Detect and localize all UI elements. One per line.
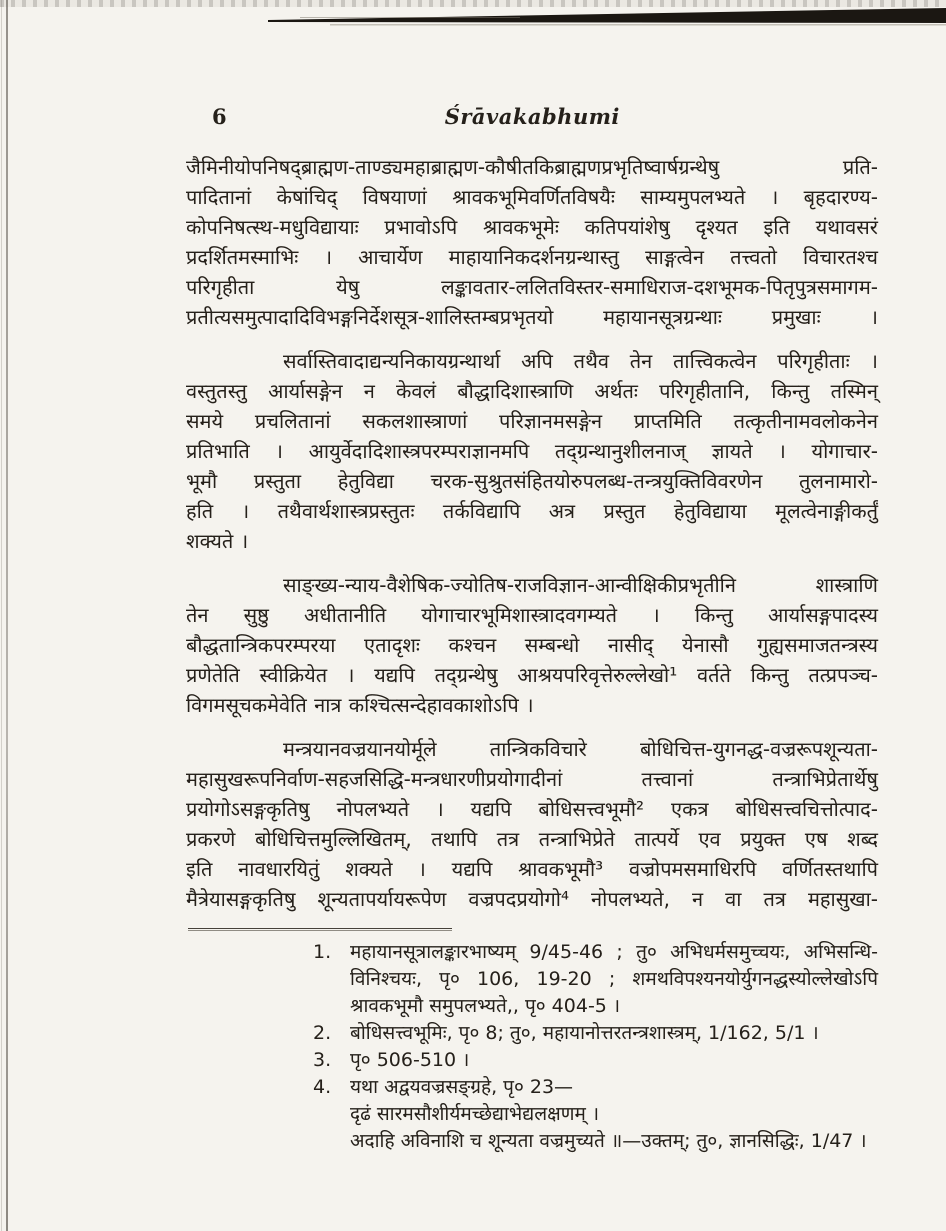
footnote-line: यथा अद्वयवज्रसङ्ग्रहे, पृ० 23— — [350, 1076, 574, 1098]
text-line: मैत्रेयासङ्गकृतिषु शून्यतापर्यायरूपेण वज्रपदप्रयोगो⁴ नोपलभ्यते, न वा तत्र महासुखा- — [186, 887, 878, 911]
text-line: प्रणेतेति स्वीक्रियेत । यद्यपि तद्ग्रन्थेषु आश्रयपरिवृत्तेरुल्लेखो¹ वर्तते किन्तु तत्प्रपञ्च- — [186, 663, 878, 687]
footnote-text — [350, 1047, 878, 1074]
text-line: मन्त्रयानवज्रयानयोर्मूले तान्त्रिकविचारे बोधिचित्त-युगनद्ध-वज्ररूपशून्यता- — [283, 737, 878, 761]
footnote-line: महायानसूत्रालङ्कारभाष्यम् 9/45-46 ; तु० अभिधर्मसमुच्चयः, अभिसन्धि- — [350, 941, 878, 963]
footnote-text — [350, 1074, 878, 1155]
scan-left-edge-line — [6, 0, 8, 1231]
text-line: पादितानां केषांचिद् विषयाणां श्रावकभूमिवर्णितविषयैः साम्यमुपलभ्यते । बृहदारण्य- — [186, 185, 878, 209]
footnote-number: 1. — [313, 941, 332, 963]
text-line: बौद्धतान्त्रिकपरम्परया एतादृशः कश्चन सम्बन्धो नासीद् येनासौ गुह्यसमाजतन्त्रस्य — [186, 633, 878, 657]
text-line: विगमसूचकमेवेति नात्र कश्चित्सन्देहावकाशोऽपि । — [186, 693, 534, 717]
text-line: परिगृहीता येषु लङ्कावतार-ललितविस्तर-समाधिराज-दशभूमक-पितृपुत्रसमागम- — [186, 275, 878, 299]
page-content — [186, 104, 878, 1155]
scan-left-edge-line-faint — [1, 0, 2, 1231]
paragraph-4 — [186, 734, 878, 914]
footnote-separator-rule — [188, 928, 452, 931]
scan-top-edge-line — [0, 0, 946, 34]
footnote-3 — [313, 1047, 878, 1074]
text-line: प्रयोगोऽसङ्गकृतिषु नोपलभ्यते । यद्यपि बोधिसत्त्वभूमौ² एकत्र बोधिसत्त्वचित्तोत्पाद- — [186, 797, 878, 821]
footnote-text — [350, 1020, 878, 1047]
page-number: 6 — [212, 104, 227, 129]
text-line: भूमौ प्रस्तुता हेतुविद्या चरक-सुश्रुतसंहितयोरुपलब्ध-तन्त्रयुक्तिविवरणेन तुलनामारो- — [186, 469, 878, 493]
text-line: शक्यते । — [186, 529, 249, 553]
footnote-number: 2. — [313, 1022, 332, 1044]
footnote-verse-line: अदाहि अविनाशि च शून्यता वज्रमुच्यते ॥—उक्तम्; तु०, ज्ञानसिद्धिः, 1/47 । — [350, 1130, 867, 1152]
text-line: सर्वास्तिवादाद्यन्यनिकायग्रन्थार्था अपि तथैव तेन तात्त्विकत्वेन परिगृहीताः । — [283, 349, 878, 373]
footnote-text — [350, 939, 878, 1020]
text-line: वस्तुतस्तु आर्यासङ्गेन न केवलं बौद्धादिशास्त्राणि अर्थतः परिगृहीतानि, किन्तु तस्मिन् — [186, 379, 878, 403]
text-line: समये प्रचलितानां सकलशास्त्राणां परिज्ञानमसङ्गेन प्राप्तमिति तत्कृतीनामवलोकनेन — [186, 409, 878, 433]
footnote-1 — [313, 939, 878, 1020]
footnote-line: श्रावकभूमौ समुपलभ्यते,, पृ० 404-5 । — [350, 995, 621, 1017]
footnotes-block — [313, 939, 878, 1155]
footnote-2 — [313, 1020, 878, 1047]
footnote-number: 3. — [313, 1049, 332, 1071]
text-line: जैमिनीयोपनिषद्ब्राह्मण-ताण्ड्यमहाब्राह्मण-कौषीतकिब्राह्मणप्रभृतिष्वार्षग्रन्थेषु प्रति- — [186, 155, 878, 179]
footnote-line: पृ० 506-510 । — [350, 1049, 470, 1071]
text-line: प्रकरणे बोधिचित्तमुल्लिखितम्, तथापि तत्र तन्त्राभिप्रेते तात्पर्ये एव प्रयुक्त एष शब्द — [186, 827, 878, 851]
footnote-number: 4. — [313, 1076, 332, 1098]
paragraph-2 — [186, 346, 878, 556]
text-line: इति नावधारयितुं शक्यते । यद्यपि श्रावकभूमौ³ वज्रोपमसमाधिरपि वर्णितस्तथापि — [186, 857, 878, 881]
paragraph-3 — [186, 570, 878, 720]
footnote-line: बोधिसत्त्वभूमिः, पृ० 8; तु०, महायानोत्तरतन्त्रशास्त्रम्, 1/162, 5/1 । — [350, 1022, 819, 1044]
paragraph-1 — [186, 152, 878, 332]
text-line: साङ्ख्य-न्याय-वैशेषिक-ज्योतिष-राजविज्ञान-आन्वीक्षिकीप्रभृतीनि शास्त्राणि — [283, 573, 878, 597]
footnote-verse-line: दृढं सारमसौशीर्यमच्छेद्याभेद्यलक्षणम् । — [350, 1103, 600, 1125]
text-line: प्रतिभाति । आयुर्वेदादिशास्त्रपरम्पराज्ञानमपि तद्ग्रन्थानुशीलनाज् ज्ञायते । योगाचार- — [186, 439, 878, 463]
footnote-4 — [313, 1074, 878, 1155]
text-line: तेन सुष्ठु अधीतानीति योगाचारभूमिशास्त्रादवगम्यते । किन्तु आर्यासङ्गपादस्य — [186, 603, 878, 627]
text-line: प्रदर्शितमस्माभिः । आचार्येण माहायानिकदर्शनग्रन्थास्तु साङ्गत्वेन तत्त्वतो विचारतश्च — [186, 245, 878, 269]
text-line: हति । तथैवार्थशास्त्रप्रस्तुतः तर्कविद्यापि अत्र प्रस्तुत हेतुविद्याया मूलत्वेनाङ्गीकर्तुं — [186, 499, 878, 523]
text-line: प्रतीत्यसमुत्पादादिविभङ्गनिर्देशसूत्र-शालिस्तम्बप्रभृतयो महायानसूत्रग्रन्थाः प्रमुखाः । — [186, 305, 878, 329]
text-line: कोपनिषत्स्थ-मधुविद्यायाः प्रभावोऽपि श्रावकभूमेः कतिपयांशेषु दृश्यत इति यथावसरं — [186, 215, 878, 239]
running-header — [186, 104, 878, 130]
text-line: महासुखरूपनिर्वाण-सहजसिद्धि-मन्त्रधारणीप्रयोगादीनां तत्त्वानां तन्त्राभिप्रेतार्थेषु — [186, 767, 878, 791]
running-title: Śrāvakabhumi — [444, 104, 620, 129]
footnote-line: विनिश्चयः, पृ० 106, 19-20 ; शमथविपश्यनयोर्युगनद्धस्योल्लेखोऽपि — [350, 968, 878, 990]
